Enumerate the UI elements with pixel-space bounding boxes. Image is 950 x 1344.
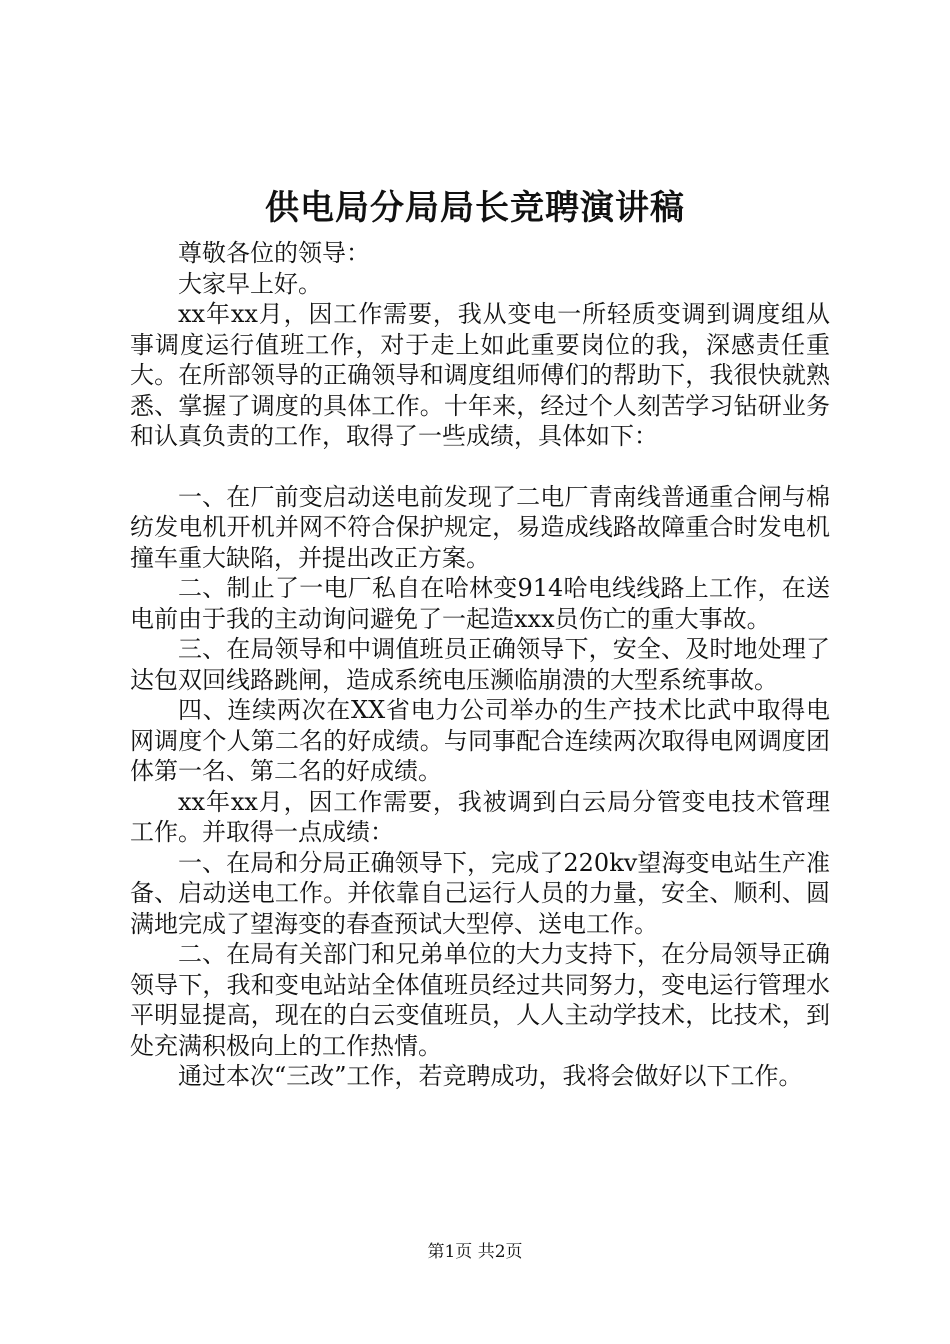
body-paragraph: xx年xx月，因工作需要，我从变电一所轻质变调到调度组从事调度运行值班工作，对于走上如此重要岗位的我，深感责任重大。在所部领导的正确领导和调度组师傅们的帮助下，我很快就熟悉、掌握了调度的具体工作。十年来，经过个人刻苦学习钻研业务和认真负责的工作，取得了一些成绩，具体如下： — [130, 300, 830, 450]
body-paragraph: 一、在局和分局正确领导下，完成了220kv望海变电站生产准备、启动送电工作。并依靠自己运行人员的力量，安全、顺利、圆满地完成了望海变的春查预试大型停、送电工作。 — [130, 848, 830, 938]
page-number-footer: 第1页 共2页 — [427, 1242, 523, 1262]
body-paragraph: 通过本次“三改”工作，若竞聘成功，我将会做好以下工作。 — [178, 1062, 803, 1090]
body-paragraph: 一、在厂前变启动送电前发现了二电厂青南线普通重合闸与棉纺发电机开机并网不符合保护规定，易造成线路故障重合时发电机撞车重大缺陷，并提出改正方案。 — [130, 482, 830, 572]
body-paragraph: 二、在局有关部门和兄弟单位的大力支持下，在分局领导正确领导下，我和变电站站全体值班员经过共同努力，变电运行管理水平明显提高，现在的白云变值班员，人人主动学技术，比技术，到处充满积极向上的工作热情。 — [130, 940, 830, 1060]
document-body — [130, 238, 830, 1092]
body-paragraph: 三、在局领导和中调值班员正确领导下，安全、及时地处理了达包双回线路跳闸，造成系统电压濒临崩溃的大型系统事故。 — [130, 635, 830, 694]
salutation-paragraph: 大家早上好。 — [178, 269, 322, 298]
greeting-paragraph: 尊敬各位的领导： — [178, 239, 370, 267]
body-paragraph: 四、连续两次在XX省电力公司举办的生产技术比武中取得电网调度个人第二名的好成绩。与同事配合连续两次取得电网调度团体第一名、第二名的好成绩。 — [130, 696, 830, 785]
body-paragraph: xx年xx月，因工作需要，我被调到白云局分管变电技术管理工作。并取得一点成绩： — [130, 787, 830, 846]
document-title: 供电局分局局长竞聘演讲稿 — [265, 188, 685, 228]
body-paragraph: 二、制止了一电厂私自在哈林变914哈电线线路上工作，在送电前由于我的主动询问避免了一起造xxx员伤亡的重大事故。 — [130, 574, 830, 633]
